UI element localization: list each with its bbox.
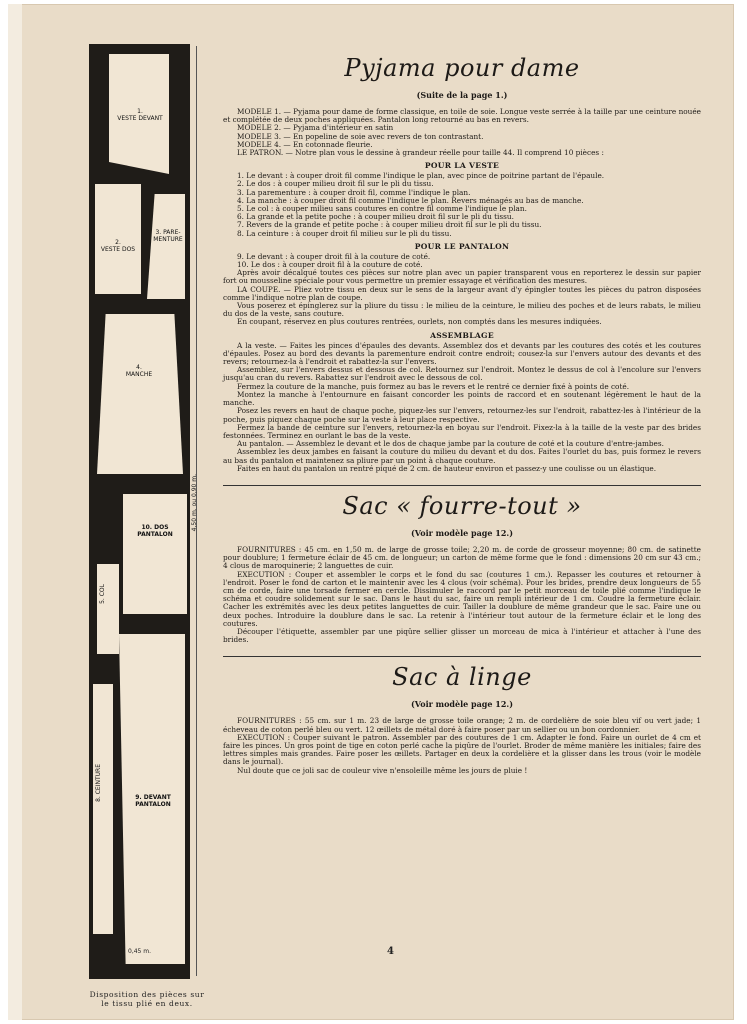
piece-label-devant-pantalon: 9. DEVANT PANTALON <box>135 794 171 808</box>
paragraph: Faites en haut du pantalon un rentré piqué de 2 cm. de hauteur environ et passez-y une coulisse ou un élastique. <box>237 463 657 473</box>
paragraph: 6. La grande et la petite poche : à couper milieu droit fil sur le pli du tissu. <box>237 212 514 222</box>
paragraph: 2. Le dos : à couper milieu droit fil sur le pli du tissu. <box>237 179 434 189</box>
paragraph: LE PATRON. — Notre plan vous le dessine à grandeur réelle pour taille 44. Il comprend 10 pièces : <box>237 148 604 158</box>
paragraph: A la veste. — Faites les pinces d'épaules des devants. Assemblez dos et devants par les coutures des cotés et les coutures d'épaules. Posez au bord des devants la parementure endroit contre endroit; cousez-la sur l'envers autour des devants et des revers; retournez-la à l'endroit et rabattez-la sur l'envers. <box>223 340 701 367</box>
paragraph: 5. Le col : à couper milieu sans coutures en contre fil comme l'indique le plan. <box>237 204 527 214</box>
piece-dos-pantalon <box>123 494 187 614</box>
section-heading-assemblage: ASSEMBLAGE <box>430 330 494 340</box>
paragraph: En coupant, réservez en plus coutures rentrées, ourlets, non comptés dans les mesures indiquées. <box>237 317 602 327</box>
paragraph: 7. Revers de la grande et petite poche : à couper milieu droit fil sur le pli du tissu. <box>237 220 542 230</box>
article-ref-pyjama: (Suite de la page 1.) <box>416 90 508 100</box>
paragraph: Assemblez les deux jambes en faisant la couture du milieu du devant et du dos. Faites l'ourlet du bas, puis formez le revers au bas du pantalon et maintenez sa pliure par un point à chaque couture. <box>223 447 701 465</box>
paragraph: FOURNITURES : 55 cm. sur 1 m. 23 de large de grosse toile orange; 2 m. de cordelière de soie bleu vif ou vert jade; 1 écheveau de coton perlé bleu ou vert. 12 œillets de métal doré à faire poser par un sellier ou un bon cordonnier. <box>223 716 701 734</box>
pattern-layout <box>89 44 190 979</box>
piece-label-col: 5. COL <box>99 584 106 604</box>
paragraph: MODELE 2. — Pyjama d'intérieur en satin <box>237 123 394 133</box>
section-divider <box>223 485 701 486</box>
page-number: 4 <box>387 946 394 957</box>
article-ref-sac-fourre-tout: (Voir modèle page 12.) <box>411 527 513 538</box>
magazine-page <box>8 4 734 1020</box>
piece-label-dos-pantalon: 10. DOS PANTALON <box>137 524 173 538</box>
pattern-caption: Disposition des pièces sur le tissu plié en deux. <box>89 990 205 1008</box>
page-edge <box>8 4 22 1020</box>
section-divider <box>223 656 701 657</box>
text-column <box>223 34 701 775</box>
paragraph: Fermez la couture de la manche, puis formez au bas le revers et le rentré ce dernier fixé à points de coté. <box>237 381 630 391</box>
paragraph: 1. Le devant : à couper droit fil comme l'indique le plan, avec pince de poitrine partant de l'épaule. <box>237 171 605 181</box>
piece-label-veste-dos: 2. VESTE DOS <box>100 239 136 253</box>
paragraph: 8. La ceinture : à couper droit fil milieu sur le pli du tissu. <box>237 228 452 238</box>
piece-parementure <box>147 194 185 299</box>
paragraph: FOURNITURES : 45 cm. en 1,50 m. de large de grosse toile; 2,20 m. de corde de grosseur moyenne; 80 cm. de satinette pour doublure; 1 fermeture éclair de 45 cm. de longueur; un carton de même forme que le fond : dimensions 20 cm sur 43 cm.; 4 clous de maroquinerie; 2 languettes de cuir. <box>223 544 701 571</box>
paragraph: Vous poserez et épinglerez sur la pliure du tissu : le milieu de la ceinture, le milieu des poches et de leurs rabats, le milieu du dos de la veste, sans couture. <box>223 301 701 319</box>
piece-label-veste-devant: 1. VESTE DEVANT <box>117 108 163 122</box>
piece-label-ceinture: 8. CEINTURE <box>95 764 102 802</box>
paragraph: Nul doute que ce joli sac de couleur vive n'ensoleille même les jours de pluie ! <box>237 765 528 775</box>
piece-label-manche: 4. MANCHE <box>125 364 153 378</box>
paragraph: 10. Le dos : à couper droit fil à la couture de coté. <box>237 260 423 270</box>
paragraph: MODELE 4. — En cotonnade fleurie. <box>237 139 373 149</box>
piece-label-parementure: 3. PARE- MENTURE <box>153 229 183 243</box>
paragraph: Montez la manche à l'entournure en faisant concorder les points de raccord et en soutenant légèrement le haut de la manche. <box>223 389 701 408</box>
paragraph: 9. Le devant : à couper droit fil à la couture de coté. <box>237 251 431 261</box>
article-ref-sac-a-linge: (Voir modèle page 12.) <box>411 699 513 710</box>
paragraph: EXECUTION : Couper et assembler le corps et le fond du sac (coutures 1 cm.). Repasser les coutures et retourner à l'endroit. Poser le fond de carton et le maintenir avec les 4 clous (voir schéma). Pour les brides, prendre deux longueurs de 55 cm de corde, faire une torsade fermer en cercle. Dissimuler le raccord par le petit morceau de toile plié comme l'indique le schéma et coudre solidement sur le sac. Dans le haut du sac, faire un rempli intérieur de 1 cm. Coudre la fermeture éclair. Cacher les extrémités avec les deux petites languettes de cuir. Tailler la doublure de même grandeur que le sac. Faire une ou deux poches. Introduire la doublure dans le sac. La retenir à l'intérieur tout autour de la fermeture éclair et le long des coutures. <box>223 569 701 628</box>
paragraph: Fermez la bande de ceinture sur l'envers, retournez-la en boyau sur l'endroit. Fixez-la à la taille de la veste par des brides festonnées. Terminez en ourlant le bas de la veste. <box>223 422 701 440</box>
paragraph: 3. La parementure : à couper droit fil, comme l'indique le plan. <box>237 187 471 197</box>
paragraph: Assemblez, sur l'envers dessus et dessous de col. Retournez sur l'endroit. Montez le dessus de col à l'encolure sur l'envers jusqu'au cran du revers. Rabattez sur l'endroit avec le dessous de col. <box>223 365 701 383</box>
paragraph: Découper l'étiquette, assembler par une piqûre sellier glisser un morceau de mica à l'intérieur et attacher à l'une des brides. <box>223 626 701 645</box>
section-heading-pantalon: POUR LE PANTALON <box>414 241 510 251</box>
piece-ceinture <box>93 684 113 934</box>
paragraph: MODELE 3. — En popeline de soie avec revers de ton contrastant. <box>237 131 484 141</box>
paragraph: 4. La manche : à couper droit fil comme l'indique le plan. Revers ménagés au bas de manche. <box>237 195 584 205</box>
piece-manche <box>97 314 183 474</box>
paragraph: Au pantalon. — Assemblez le devant et le dos de chaque jambe par la couture de coté et la couture d'entre-jambes. <box>237 439 664 449</box>
article-title-pyjama: Pyjama pour dame <box>344 54 580 82</box>
article-title-sac-fourre-tout: Sac « fourre-tout » <box>342 491 582 520</box>
paragraph: Posez les revers en haut de chaque poche, piquez-les sur l'envers, retournez-les sur l'endroit, rabattez-les à l'intérieur de la poche, puis piquez chaque poche sur la veste à leur place respective. <box>223 406 701 424</box>
article-title-sac-a-linge: Sac à linge <box>392 663 532 692</box>
paragraph: EXECUTION : Couper suivant le patron. Assembler par des coutures de 1 cm. Adapter le fond. Faire un ourlet de 4 cm et faire les pinces. Un gros point de tige en coton perlé cache la piqûre de l'ourlet. Broder de même manière les initiales; faire des lettres simples mais grandes. Faire poser les œillets. Partager en deux la cordelière et la glisser dans les trous (voir le modèle dans le journal). <box>223 732 701 767</box>
dimension-horizontal: 0,45 m. <box>128 948 152 955</box>
paragraph: Après avoir décalqué toutes ces pièces sur notre plan avec un papier transparent vous en reporterez le dessin sur papier fort ou mousseline spéciale pour vous permettre un premier essayage et vérification des mesures. <box>223 268 701 286</box>
section-heading-veste: POUR LA VESTE <box>424 161 500 171</box>
dimension-vertical: 4,50 m. ou 0,90 m. <box>191 474 198 532</box>
piece-col <box>97 564 119 654</box>
paragraph: MODELE 1. — Pyjama pour dame de forme classique, en toile de soie. Longue veste serrée à la taille par une ceinture nouée et complétée de deux poches appliquées. Pantalon long retourné au bas en revers. <box>223 107 701 125</box>
paragraph: LA COUPE. — Pliez votre tissu en deux sur le sens de la largeur avant d'y épingler toutes les pièces du patron disposées comme l'indique notre plan de coupe. <box>223 284 701 302</box>
